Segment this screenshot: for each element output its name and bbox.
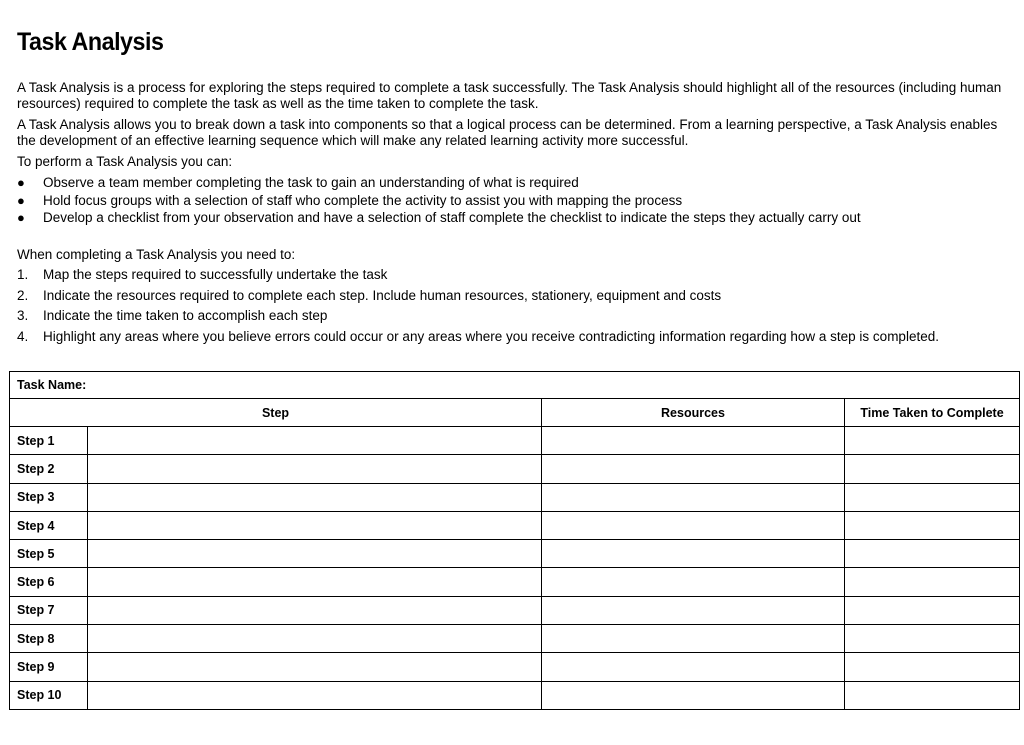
time-cell[interactable] <box>845 427 1020 455</box>
step-description-cell[interactable] <box>88 568 542 596</box>
time-cell[interactable] <box>845 681 1020 709</box>
task-name-label[interactable]: Task Name: <box>10 372 1020 399</box>
resources-cell[interactable] <box>542 427 845 455</box>
table-header-row <box>10 399 1020 427</box>
list-item: ● Develop a checklist from your observation and have a selection of staff complete the checklist to indicate the steps they actually carry out <box>17 210 861 225</box>
step-description-cell[interactable] <box>88 625 542 653</box>
table-row <box>10 653 1020 681</box>
bullet-icon: ● <box>17 175 25 190</box>
step-label: Step 7 <box>10 596 88 624</box>
page-title: Task Analysis <box>17 28 164 56</box>
resources-cell[interactable] <box>542 483 845 511</box>
resources-cell[interactable] <box>542 625 845 653</box>
time-cell[interactable] <box>845 511 1020 539</box>
intro-paragraph-2: A Task Analysis allows you to break down a task into components so that a logical process can be determined. From a learning perspective, a Task Analysis enables the development of an effective learning sequence which will make any related learning activity more successful. <box>17 117 998 148</box>
intro-paragraph-1: A Task Analysis is a process for exploring the steps required to complete a task successfully. The Task Analysis should highlight all of the resources (including human resources) required to complete the task as well as the time taken to complete the task. <box>17 80 1002 111</box>
step-description-cell[interactable] <box>88 681 542 709</box>
step-description-cell[interactable] <box>88 653 542 681</box>
list-item: ● Observe a team member completing the task to gain an understanding of what is required <box>17 175 579 190</box>
resources-cell[interactable] <box>542 681 845 709</box>
time-cell[interactable] <box>845 568 1020 596</box>
resources-cell[interactable] <box>542 511 845 539</box>
step-label: Step 5 <box>10 540 88 568</box>
resources-cell[interactable] <box>542 596 845 624</box>
table-row <box>10 625 1020 653</box>
resources-cell[interactable] <box>542 540 845 568</box>
table-row <box>10 568 1020 596</box>
step-label: Step 8 <box>10 625 88 653</box>
step-description-cell[interactable] <box>88 483 542 511</box>
table-row <box>10 483 1020 511</box>
resources-cell[interactable] <box>542 653 845 681</box>
list-item: 2. Indicate the resources required to complete each step. Include human resources, stationery, equipment and costs <box>17 287 722 303</box>
step-description-cell[interactable] <box>88 540 542 568</box>
step-label: Step 10 <box>10 681 88 709</box>
time-cell[interactable] <box>845 455 1020 483</box>
list-item: 1. Map the steps required to successfully undertake the task <box>17 267 388 282</box>
step-label: Step 6 <box>10 568 88 596</box>
step-label: Step 4 <box>10 511 88 539</box>
step-column-header: Step <box>10 399 542 427</box>
time-cell[interactable] <box>845 596 1020 624</box>
bullet-icon: ● <box>17 192 25 208</box>
table-row <box>10 427 1020 455</box>
bullet-icon: ● <box>17 210 25 225</box>
step-label: Step 2 <box>10 455 88 483</box>
list-item: 4. Highlight any areas where you believe errors could occur or any areas where you receive contradicting information regarding how a step is completed. <box>17 329 939 345</box>
perform-intro: To perform a Task Analysis you can: <box>17 154 233 169</box>
time-cell[interactable] <box>845 625 1020 653</box>
table-row <box>10 681 1020 709</box>
table-row <box>10 511 1020 539</box>
resources-cell[interactable] <box>542 455 845 483</box>
table-row <box>10 596 1020 624</box>
time-cell[interactable] <box>845 540 1020 568</box>
perform-methods-list <box>17 174 1017 227</box>
list-item: 3. Indicate the time taken to accomplish each step <box>17 308 328 324</box>
step-description-cell[interactable] <box>88 596 542 624</box>
step-label: Step 3 <box>10 483 88 511</box>
completing-steps-list <box>17 265 1017 348</box>
step-description-cell[interactable] <box>88 427 542 455</box>
completing-intro: When completing a Task Analysis you need to: <box>17 247 296 262</box>
step-description-cell[interactable] <box>88 455 542 483</box>
list-item: ● Hold focus groups with a selection of staff who complete the activity to assist you with mapping the process <box>17 192 683 208</box>
time-cell[interactable] <box>845 653 1020 681</box>
resources-cell[interactable] <box>542 568 845 596</box>
table-row <box>10 455 1020 483</box>
step-label: Step 1 <box>10 427 88 455</box>
task-name-row <box>10 372 1020 399</box>
step-label: Step 9 <box>10 653 88 681</box>
table-row <box>10 540 1020 568</box>
time-cell[interactable] <box>845 483 1020 511</box>
step-description-cell[interactable] <box>88 511 542 539</box>
resources-column-header: Resources <box>542 399 845 427</box>
task-analysis-table <box>9 371 1020 710</box>
time-column-header: Time Taken to Complete <box>845 399 1020 427</box>
